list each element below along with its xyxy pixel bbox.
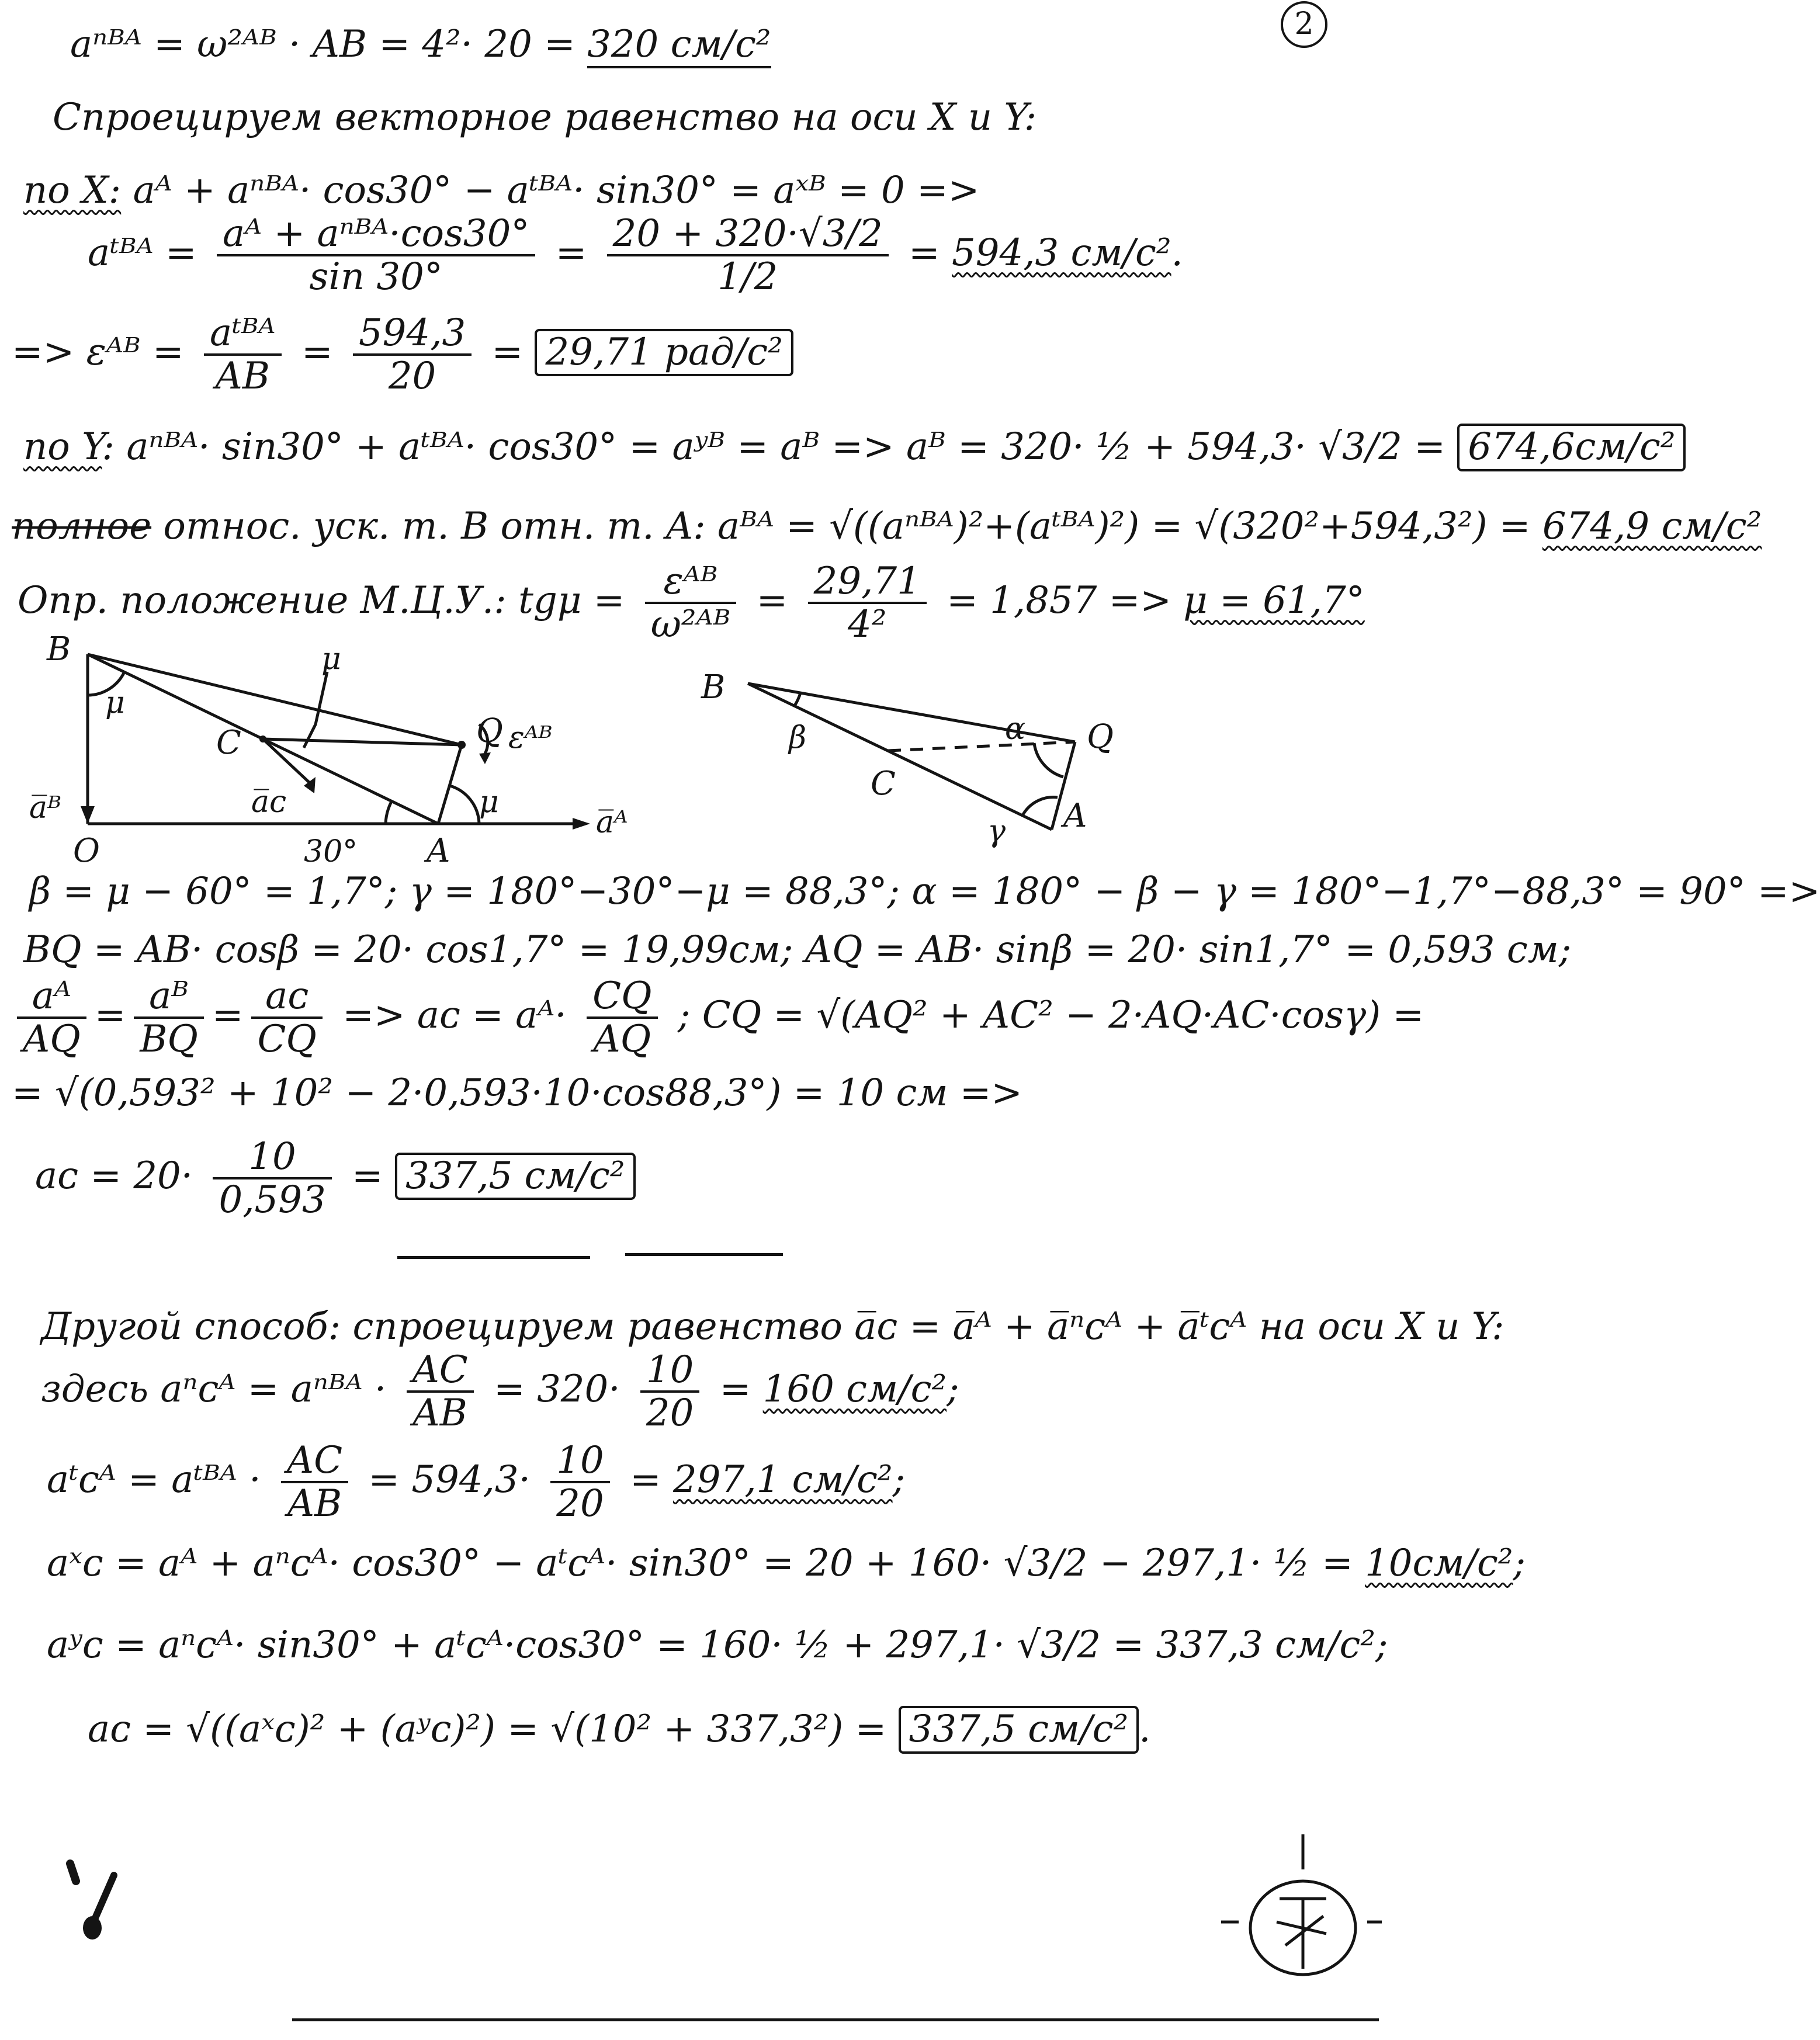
result-boxed: 337,5 см/с² <box>395 1153 636 1201</box>
fraction-num: aᵗᴮᴬ <box>204 313 282 356</box>
label-q: Q <box>476 712 503 750</box>
fraction-num: 594,3 <box>353 313 472 356</box>
eq-text: = 320· <box>494 1367 620 1411</box>
eq-text: = 1,857 => <box>947 578 1171 622</box>
fraction <box>808 561 927 646</box>
eq-x-projection <box>23 169 979 213</box>
line-bq <box>88 654 462 745</box>
eq-lhs: aᵗᴄᴬ = aᵗᴮᴬ · <box>47 1458 261 1501</box>
fraction-num: 10 <box>640 1349 699 1393</box>
fraction-den: AQ <box>23 1018 81 1061</box>
label-b: B <box>701 668 726 706</box>
fraction <box>213 1136 331 1221</box>
fraction-num: aᴬ <box>17 976 86 1019</box>
fraction-num: 10 <box>213 1136 331 1179</box>
fraction-num: εᴬᴮ <box>645 561 737 604</box>
diagram-right <box>689 668 1133 849</box>
eq-sign: = <box>94 993 126 1037</box>
eq-text: => aᴄ = aᴬ· <box>342 993 567 1037</box>
result-boxed: 674,6см/с² <box>1457 424 1686 471</box>
arc-beta <box>795 693 800 706</box>
point-c <box>259 735 266 743</box>
fraction-den: AB <box>215 355 270 398</box>
fraction-num: 20 + 320·√3/2 <box>607 213 889 256</box>
label-alpha: α <box>1005 712 1026 747</box>
label-30: 30° <box>304 834 358 869</box>
eq-relative-accel <box>12 505 1762 549</box>
eq-ac-magnitude <box>88 1706 1151 1754</box>
label-o: O <box>73 832 100 870</box>
eq-tangential-ca <box>47 1440 905 1525</box>
axis-label-y: по Y <box>23 425 102 469</box>
fraction-den: 4² <box>848 603 887 647</box>
vector-ac <box>263 739 310 783</box>
line-cq <box>263 739 462 745</box>
eq-sign: = <box>756 578 788 622</box>
fraction-num: aᴄ <box>251 976 322 1019</box>
fraction-num: AC <box>407 1349 474 1393</box>
fraction-den: BQ <box>140 1018 198 1061</box>
label-vector-ac: a̅ᴄ <box>251 785 287 820</box>
fraction <box>17 976 86 1060</box>
result-wavy: 297,1 см/с² <box>673 1458 893 1501</box>
eq-ac-result <box>35 1136 636 1221</box>
eq-text: ; <box>1513 1542 1526 1585</box>
label-mu: μ <box>105 685 125 720</box>
fraction-den: ω²ᴬᴮ <box>650 603 731 647</box>
fraction <box>281 1440 348 1525</box>
eq-lhs: => εᴬᴮ = <box>12 330 184 374</box>
fraction <box>407 1349 474 1434</box>
eq-text: aˣᴄ = aᴬ + aⁿᴄᴬ· cos30° − aᵗᴄᴬ· sin30° = 20 + 160· √3/2 − 297,1· ½ = <box>47 1542 1353 1585</box>
eq-text: Опр. положение М.Ц.У.: tgμ = <box>18 578 625 622</box>
result-boxed: 29,71 рад/с² <box>535 329 793 377</box>
fraction <box>353 313 472 397</box>
eq-y-projection <box>23 424 1686 471</box>
result-wavy: 10см/с² <box>1365 1542 1513 1585</box>
eq-text: : aⁿᴮᴬ· sin30° + aᵗᴮᴬ· cos30° = aʸᴮ = aᴮ => aᴮ = 320· ½ + 594,3· √3/2 = <box>102 425 1445 469</box>
label-c: C <box>216 724 241 762</box>
fraction <box>217 213 535 298</box>
result-boxed: 337,5 см/с² <box>899 1706 1139 1754</box>
eq-acx <box>47 1542 1526 1585</box>
eq-sign: = <box>301 330 333 374</box>
eq-normal-accel <box>70 23 771 67</box>
label-beta: β <box>789 720 807 755</box>
eq-text: = 594,3· <box>368 1458 531 1501</box>
eq-bq-aq: BQ = AB· cosβ = 20· cos1,7° = 19,99см; AQ = AB· sinβ = 20· sin1,7° = 0,593 см; <box>23 928 1572 972</box>
label-q: Q <box>1087 718 1114 756</box>
fraction <box>134 976 204 1060</box>
arc-gamma <box>1022 797 1058 816</box>
fraction-den: 20 <box>388 355 436 398</box>
eq-cq: = √(0,593² + 10² − 2·0,593·10·cos88,3°) = 10 см => <box>12 1071 1022 1115</box>
fraction <box>204 313 282 397</box>
fraction-den: 20 <box>556 1482 604 1526</box>
fraction-num: AC <box>281 1440 348 1483</box>
fraction-num: aᴬ + aⁿᴮᴬ·cos30° <box>217 213 535 256</box>
fraction <box>251 976 322 1060</box>
fraction-den: AQ <box>593 1018 651 1061</box>
fraction-den: AB <box>287 1482 342 1526</box>
fraction-num: 10 <box>550 1440 609 1483</box>
arc-alpha <box>1034 743 1063 777</box>
diagram-left <box>18 630 660 870</box>
fraction-num: CQ <box>587 976 657 1019</box>
fraction-den: 20 <box>646 1392 694 1435</box>
fraction-num: 29,71 <box>808 561 927 604</box>
line-cq <box>888 742 1075 751</box>
eq-normal-ca <box>41 1349 959 1434</box>
arrowhead-ab <box>81 806 95 824</box>
eq-sign: = <box>555 231 587 275</box>
arc-30 <box>386 802 391 824</box>
result-wavy: 674,9 см/с² <box>1542 505 1762 548</box>
fraction-den: 1/2 <box>717 255 778 299</box>
eq-text: aᴬ + aⁿᴮᴬ· cos30° − aᵗᴮᴬ· sin30° = aˣᴮ = 0 => <box>121 169 980 212</box>
eq-lhs: aᴄ = 20· <box>35 1154 193 1198</box>
label-mu: μ <box>321 641 341 676</box>
eq-angles: β = μ − 60° = 1,7°; γ = 180°−30°−μ = 88,3°; α = 180° − β − γ = 180°−1,7°−88,3° = 90° => <box>29 870 1820 913</box>
fraction-den: CQ <box>257 1018 317 1061</box>
eq-text: ; CQ = √(AQ² + AC² − 2·AQ·AC·cosγ) = <box>677 993 1424 1037</box>
point-q <box>457 741 466 749</box>
label-vector-ab: a̅ᴮ <box>29 790 62 825</box>
fraction <box>587 976 657 1060</box>
eq-text: относ. уск. т. B отн. т. A: aᴮᴬ = √((aⁿᴮᴬ)²+(aᵗᴮᴬ)²) = √(320²+594,3²) = <box>151 505 1531 548</box>
result-wavy: μ = 61,7° <box>1183 578 1365 622</box>
fraction-num: aᴮ <box>134 976 204 1019</box>
eq-sign: = <box>719 1367 751 1411</box>
label-eps: εᴬᴮ <box>508 720 553 755</box>
eq-text: ; <box>892 1458 906 1501</box>
eq-text: ; <box>947 1367 959 1411</box>
alt-method-intro: Другой способ: спроецируем равенство a̅ᴄ = a̅ᴬ + a̅ⁿᴄᴬ + a̅ᵗᴄᴬ на оси X и Y: <box>41 1305 1504 1348</box>
axis-label-x: по X: <box>23 169 122 212</box>
eq-sign: = <box>212 993 244 1037</box>
stamp-mark <box>1209 1834 1385 1992</box>
eq-sign: = <box>491 330 524 374</box>
separator-line <box>397 1256 590 1259</box>
eq-sign: = <box>909 231 940 275</box>
arrowhead-aa <box>573 818 590 830</box>
arc-mu-a <box>450 786 479 824</box>
fraction <box>645 561 737 646</box>
eq-text: . <box>1139 1708 1151 1751</box>
fraction-den: AB <box>412 1392 467 1435</box>
eq-sign: = <box>352 1154 383 1198</box>
label-c: C <box>871 765 896 803</box>
fraction <box>550 1440 609 1525</box>
arrowhead-eps <box>479 752 491 764</box>
eq-icr-position <box>18 561 1365 646</box>
label-b: B <box>47 630 71 668</box>
result-wavy: 594,3 см/с² <box>952 231 1171 275</box>
fraction-den: 0,593 <box>219 1178 326 1222</box>
result-underlined: 320 см/с² <box>587 23 771 68</box>
label-a: A <box>427 832 450 870</box>
eq-lhs: здесь aⁿᴄᴬ = aⁿᴮᴬ · <box>41 1367 387 1411</box>
bottom-rule <box>292 2018 1379 2021</box>
eq-sign: = <box>630 1458 661 1501</box>
label-gamma: γ <box>987 814 1006 849</box>
fraction <box>607 213 889 298</box>
eq-lhs: aᵗᴮᴬ = <box>88 231 197 275</box>
line-ba <box>748 684 1052 830</box>
struck-word: полное <box>12 505 152 548</box>
eq-text: aⁿᴮᴬ = ω²ᴬᴮ · AB = 4²· 20 = <box>70 23 588 66</box>
result-wavy: 160 см/с² <box>762 1367 947 1411</box>
page-number: 2 <box>1281 1 1327 48</box>
line-aq <box>438 745 462 824</box>
eq-angular-accel <box>12 313 793 397</box>
fraction-den: sin 30° <box>309 255 443 299</box>
check-mark <box>58 1858 129 1945</box>
eq-tangential-accel: aᵗᴮᴬ = $\frac{\text{aᴬ + aⁿᴮᴬ·cos30°}}{\sin 30^\circ}$ = $\frac{20 + 320\cdot√3/2}{1/2}$ = 594,3 см/с². <box>88 212 1183 299</box>
label-vector-aa: a̅ᴬ <box>596 805 628 840</box>
eq-text: aᴄ = √((aˣᴄ)² + (aʸᴄ)²) = √(10² + 337,3²) = <box>88 1708 887 1751</box>
projection-intro: Спроецируем векторное равенство на оси X и Y: <box>53 96 1037 139</box>
label-mu: μ <box>479 785 499 820</box>
eq-acy: aʸᴄ = aⁿᴄᴬ· sin30° + aᵗᴄᴬ·cos30° = 160· ½ + 297,1· √3/2 = 337,3 см/с²; <box>47 1623 1388 1667</box>
label-a: A <box>1063 797 1087 835</box>
fraction <box>640 1349 699 1434</box>
separator-line <box>625 1253 783 1256</box>
eq-proportion <box>9 976 1424 1060</box>
